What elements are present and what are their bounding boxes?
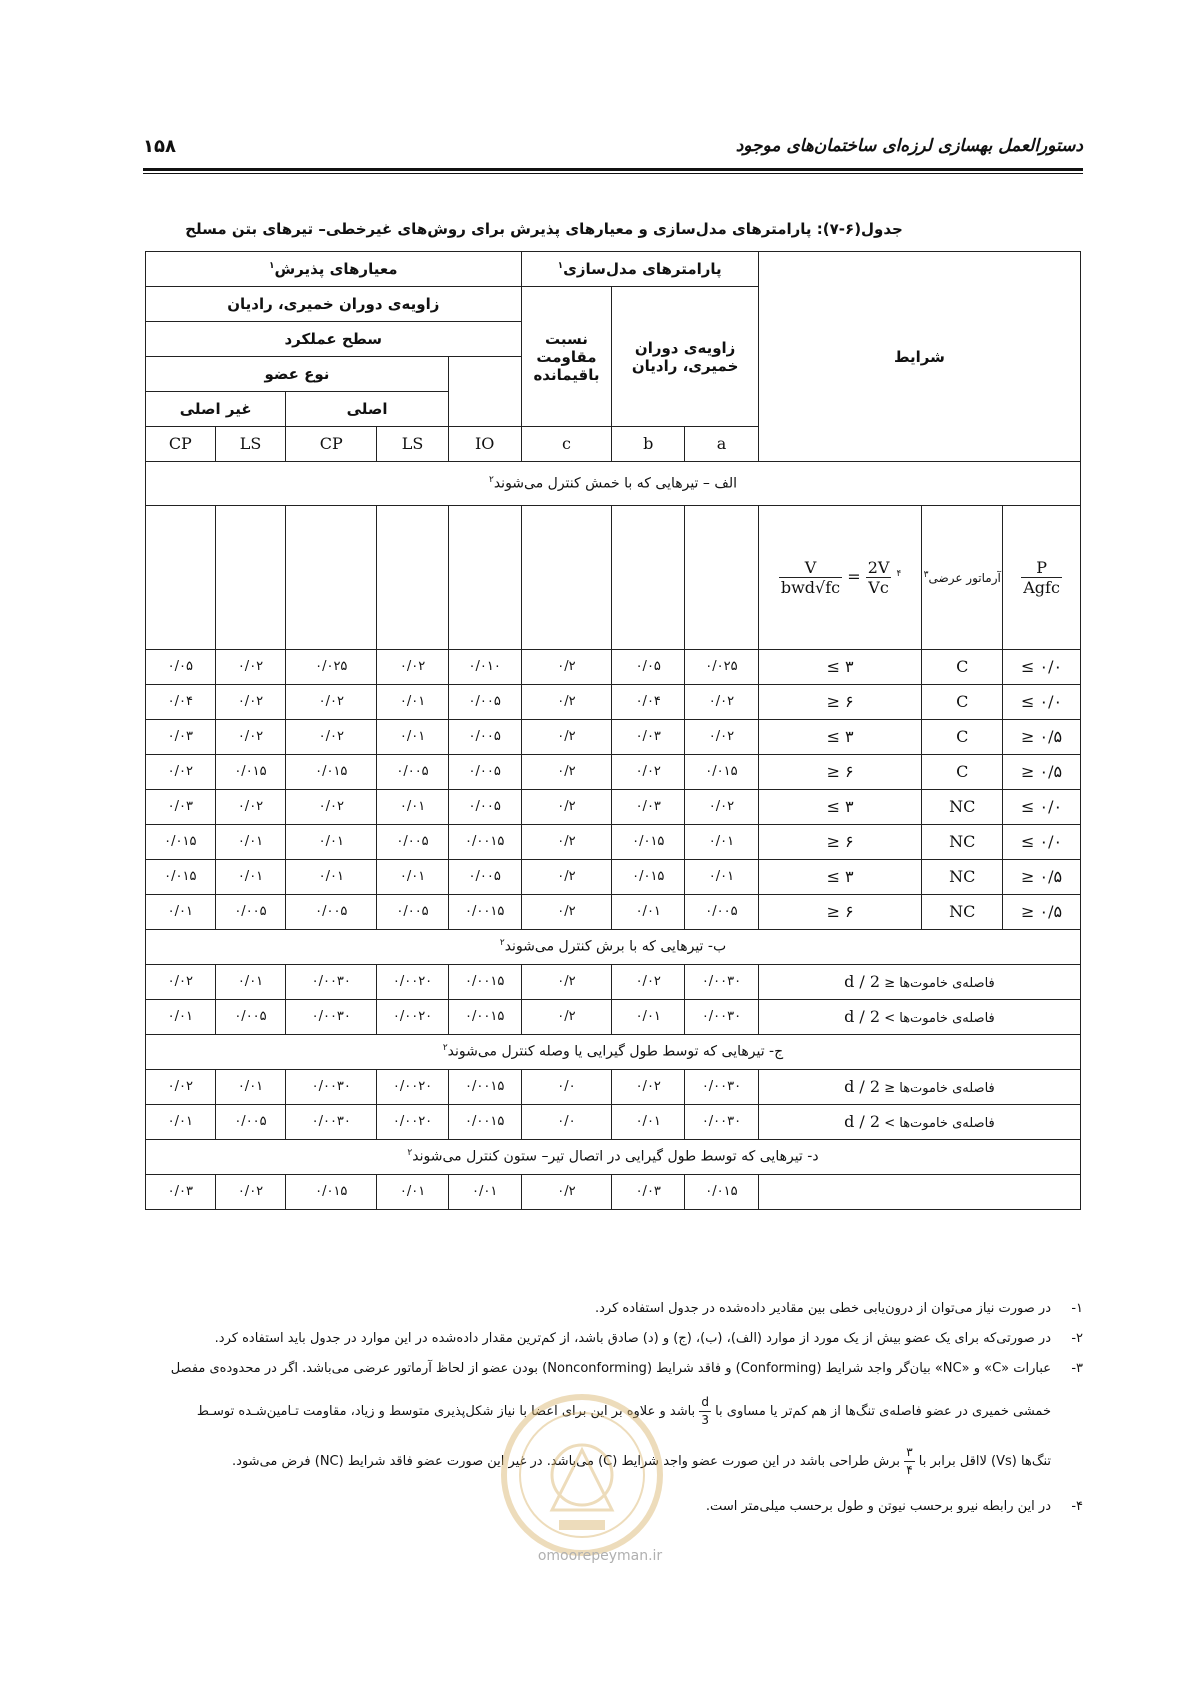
value-cell: ۰/۰۰۳۰ xyxy=(286,1070,377,1105)
value-cell: ۰/۰۱۵ xyxy=(685,755,759,790)
value-cell: ۰/۰ xyxy=(521,1105,612,1140)
modeling-parameters-label: پارامترهای مدل‌سازی xyxy=(563,260,722,278)
acceptance-criteria-header xyxy=(146,252,522,287)
axial-ratio-den: Agfc xyxy=(1023,578,1060,597)
value-cell: ۰/۰۰۳۰ xyxy=(685,1000,759,1035)
blank-cell xyxy=(612,506,685,650)
table-row xyxy=(146,720,1081,755)
note-fraction-num: d xyxy=(699,1394,711,1412)
value-cell: ۰/۰۱ xyxy=(377,790,449,825)
table-row xyxy=(146,1070,1081,1105)
value-cell: ۰/۰۲ xyxy=(215,685,286,720)
value-cell: ۰/۰۰۳۰ xyxy=(685,965,759,1000)
value-cell: ۰/۰۳ xyxy=(146,720,216,755)
value-cell: ۰/۰۲ xyxy=(286,720,377,755)
blank-cell xyxy=(286,506,377,650)
blank-cell xyxy=(685,506,759,650)
value-cell: ۰/۰۰۵ xyxy=(215,1000,286,1035)
value-cell: ۰/۰۲ xyxy=(146,755,216,790)
value-cell: ۰/۰۱ xyxy=(146,1000,216,1035)
column-letter: a xyxy=(685,427,759,462)
value-cell: ۰/۲ xyxy=(521,1000,612,1035)
value-cell: ۰/۰۴ xyxy=(146,685,216,720)
beam-parameters-table xyxy=(145,251,1081,1210)
table-row xyxy=(146,825,1081,860)
note-number: ۲- xyxy=(1071,1331,1083,1346)
table-row xyxy=(146,650,1081,685)
value-cell: ۰/۰۲ xyxy=(612,755,685,790)
value-cell: ۰/۰۰۳۰ xyxy=(685,1070,759,1105)
value-cell: ۰/۰۲ xyxy=(685,790,759,825)
value-cell: ۰/۰۱۵ xyxy=(286,1175,377,1210)
value-cell: ۰/۰۱ xyxy=(377,860,449,895)
table-row xyxy=(146,965,1081,1000)
section-title-row xyxy=(146,930,1081,965)
table-row xyxy=(146,860,1081,895)
section-title xyxy=(146,1035,1081,1070)
page-number: ۱۵۸ xyxy=(143,136,176,157)
modeling-sup: ۱ xyxy=(557,261,564,271)
shear-ratio-sup: ۴ xyxy=(896,568,902,579)
value-cell: ۰/۰۲ xyxy=(146,965,216,1000)
section-title-row xyxy=(146,1035,1081,1070)
value-cell: ۰/۰۳ xyxy=(146,1175,216,1210)
transverse-reinf-value: C xyxy=(922,755,1003,790)
value-cell: ۰/۰۰۱۵ xyxy=(448,825,521,860)
value-cell: ۰/۰۰۵ xyxy=(286,895,377,930)
column-letter: c xyxy=(521,427,612,462)
note-text xyxy=(143,1330,1051,1348)
section-title-sup: ۲ xyxy=(442,1043,448,1054)
value-cell: ۰/۰۱ xyxy=(215,1070,286,1105)
transverse-reinf-value: C xyxy=(922,685,1003,720)
table-row xyxy=(146,1175,1081,1210)
axial-ratio-value: ≤ ۰/۰ xyxy=(1003,650,1081,685)
value-cell: ۰/۰۲ xyxy=(612,965,685,1000)
value-cell: ۰/۰۱ xyxy=(286,860,377,895)
note-fraction-den: ۴ xyxy=(906,1462,913,1477)
shear-rhs-den: Vc xyxy=(868,578,889,597)
value-cell: ۰/۰۰۵ xyxy=(448,860,521,895)
shear-ratio-value: ≥ ۶ xyxy=(758,755,922,790)
transverse-sup: ۳ xyxy=(923,569,929,580)
section-title-sup: ۲ xyxy=(499,938,505,949)
condition-operator: ≤ xyxy=(884,1081,896,1097)
table-row xyxy=(146,1105,1081,1140)
shear-ratio-value: ≤ ۳ xyxy=(758,860,922,895)
value-cell: ۰/۲ xyxy=(521,895,612,930)
value-cell: ۰/۰۰۵ xyxy=(377,755,449,790)
section-title-sup: ۲ xyxy=(407,1148,413,1159)
column-letter: CP xyxy=(146,427,216,462)
value-cell: ۰/۰۲ xyxy=(377,650,449,685)
value-cell: ۰/۰۲ xyxy=(685,685,759,720)
note-item xyxy=(143,1300,1083,1318)
note-text-part: برش طراحی باشد در این صورت عضو واجد شرایط (C) می‌باشد. در غیر این صورت عضو فاقد شرایط (NC) فرض می‌شود. xyxy=(232,1453,901,1469)
secondary-header: غیر اصلی xyxy=(146,392,286,427)
value-cell: ۰/۰۲ xyxy=(215,790,286,825)
value-cell: ۰/۰۱ xyxy=(146,1105,216,1140)
value-cell: ۰/۰۱ xyxy=(215,825,286,860)
condition-text: فاصله‌ی خاموت‌ها xyxy=(899,1116,995,1132)
value-cell: ۰/۰۳ xyxy=(146,790,216,825)
value-cell: ۰/۰۱ xyxy=(685,860,759,895)
note-text-content: در صورتی‌که برای یک عضو بیش از یک مورد از موارد (الف)، (ب)، (ج) و (د) صادق باشد، از کم‌ترین مقدار داده‌شده در این موارد در جدول باید استفاده کرد. xyxy=(214,1331,1051,1346)
header-rule-thick xyxy=(143,168,1083,171)
value-cell: ۰/۲ xyxy=(521,755,612,790)
value-cell: ۰/۰۲۵ xyxy=(685,650,759,685)
value-cell: ۰/۰۲ xyxy=(286,790,377,825)
residual-strength-header: نسبت مقاومت باقیمانده xyxy=(521,287,612,427)
value-cell: ۰/۰۳ xyxy=(612,1175,685,1210)
shear-ratio-value: ≥ ۶ xyxy=(758,825,922,860)
table-row xyxy=(146,895,1081,930)
section-title xyxy=(146,930,1081,965)
value-cell: ۰/۰۲ xyxy=(215,650,286,685)
value-cell: ۰/۰ xyxy=(521,1070,612,1105)
column-letter: CP xyxy=(286,427,377,462)
value-cell: ۰/۰۱ xyxy=(377,685,449,720)
value-cell: ۰/۰۰۳۰ xyxy=(286,1105,377,1140)
value-cell: ۰/۰۱ xyxy=(377,1175,449,1210)
value-cell: ۰/۰۱۵ xyxy=(146,825,216,860)
stirrup-spacing-condition xyxy=(758,965,1080,1000)
transverse-reinf-value: C xyxy=(922,720,1003,755)
table-caption: جدول(۶-۷): پارامترهای مدل‌سازی و معیارهای پذیرش برای روش‌های غیرخطی– تیرهای بتن مسلح xyxy=(185,220,903,238)
note-fraction-den: 3 xyxy=(701,1412,709,1427)
section-a-sup: ۲ xyxy=(488,474,494,485)
primary-header: اصلی xyxy=(286,392,449,427)
transverse-reinf-value: NC xyxy=(922,860,1003,895)
section-title-label: ب- تیرهایی که با برش کنترل می‌شوند xyxy=(504,938,727,955)
section-a-label: الف – تیرهایی که با خمش کنترل می‌شوند xyxy=(493,475,738,492)
value-cell: ۰/۰۰۵ xyxy=(448,720,521,755)
value-cell: ۰/۰۳ xyxy=(612,720,685,755)
condition-text: فاصله‌ی خاموت‌ها xyxy=(899,976,995,992)
shear-ratio-lhs xyxy=(779,558,842,597)
transverse-reinf-value: NC xyxy=(922,790,1003,825)
value-cell: ۰/۰۱ xyxy=(377,720,449,755)
axial-ratio-value: ≤ ۰/۰ xyxy=(1003,685,1081,720)
blank-cell xyxy=(146,506,216,650)
note-text-part: باشد و علاوه بر این برای اعضا با نیاز شکل‌پذیری متوسط و زیاد، مقاومت تـامین‌شـده توسـط xyxy=(196,1403,696,1419)
value-cell: ۰/۰۰۵ xyxy=(215,1105,286,1140)
blank-cell xyxy=(215,506,286,650)
acceptance-criteria-label: معیارهای پذیرش xyxy=(274,260,398,278)
performance-level-header: سطح عملکرد xyxy=(146,322,522,357)
value-cell: ۰/۰۳ xyxy=(612,790,685,825)
value-cell: ۰/۰۰۲۰ xyxy=(377,1105,449,1140)
shear-ratio-value: ≤ ۳ xyxy=(758,650,922,685)
shear-lhs-den: bwd√fc xyxy=(780,578,841,597)
section-title-label: ج- تیرهایی که توسط طول گیرایی یا وصله کنترل می‌شوند xyxy=(447,1043,784,1060)
section-title xyxy=(146,1140,1081,1175)
running-header xyxy=(143,136,1083,166)
condition-symbol: d / 2 xyxy=(844,972,881,992)
value-cell: ۰/۲ xyxy=(521,965,612,1000)
value-cell: ۰/۰۴ xyxy=(612,685,685,720)
value-cell: ۰/۰۰۵ xyxy=(448,790,521,825)
axial-ratio-value: ≥ ۰/۵ xyxy=(1003,895,1081,930)
note-number: ۳- xyxy=(1071,1361,1083,1376)
value-cell: ۰/۲ xyxy=(521,685,612,720)
header-rule-thin xyxy=(143,173,1083,174)
value-cell: ۰/۰۲۵ xyxy=(286,650,377,685)
condition-operator: ≤ xyxy=(884,976,896,992)
value-cell: ۰/۰۱۵ xyxy=(612,825,685,860)
value-cell: ۰/۰۱ xyxy=(146,895,216,930)
condition-symbol: d / 2 xyxy=(844,1077,881,1097)
value-cell: ۰/۰۵ xyxy=(146,650,216,685)
shear-ratio-value: ≥ ۶ xyxy=(758,685,922,720)
watermark-site: omoorepeyman.ir xyxy=(537,1548,663,1564)
table-row xyxy=(146,685,1081,720)
axial-ratio-value: ≥ ۰/۵ xyxy=(1003,860,1081,895)
value-cell: ۰/۰۲ xyxy=(215,720,286,755)
stirrup-spacing-condition xyxy=(758,1175,1080,1210)
note-text xyxy=(143,1300,1051,1318)
transverse-reinf-value: C xyxy=(922,650,1003,685)
note-number: ۱- xyxy=(1071,1301,1083,1316)
axial-ratio-num: P xyxy=(1021,558,1062,578)
value-cell: ۰/۰۰۲۰ xyxy=(377,965,449,1000)
axial-ratio-cell xyxy=(1003,506,1081,650)
value-cell: ۰/۰۰۳۰ xyxy=(685,1105,759,1140)
value-cell: ۰/۰۰۵ xyxy=(377,825,449,860)
value-cell: ۰/۰۰۱۵ xyxy=(448,1070,521,1105)
conditions-header: شرایط xyxy=(758,252,1080,462)
value-cell: ۰/۲ xyxy=(521,860,612,895)
transverse-reinf-label: آرماتور عرضی xyxy=(928,570,1001,585)
axial-ratio-value: ≤ ۰/۰ xyxy=(1003,825,1081,860)
value-cell: ۰/۰۰۵ xyxy=(448,755,521,790)
blank-cell xyxy=(521,506,612,650)
note-number: ۴- xyxy=(1071,1499,1083,1514)
condition-symbol: d / 2 xyxy=(844,1112,881,1132)
table-row xyxy=(146,755,1081,790)
value-cell: ۰/۰۲ xyxy=(612,1070,685,1105)
condition-symbol: d / 2 xyxy=(844,1007,881,1027)
value-cell: ۰/۰۰۱۵ xyxy=(448,965,521,1000)
value-cell: ۰/۰۰۵ xyxy=(377,895,449,930)
acceptance-sup: ۱ xyxy=(268,261,275,271)
table-row xyxy=(146,790,1081,825)
column-letter: LS xyxy=(215,427,286,462)
note-fraction xyxy=(904,1444,914,1479)
value-cell: ۰/۲ xyxy=(521,825,612,860)
shear-ratio-cell: V bwd√fc = $\frac{2V}{Vc}$ $^۴$ xyxy=(758,506,922,650)
section-a-subheader-row xyxy=(146,506,1081,650)
value-cell: ۰/۰۱ xyxy=(448,1175,521,1210)
value-cell: ۰/۰۰۵ xyxy=(215,895,286,930)
column-letter: LS xyxy=(377,427,449,462)
plastic-rotation-ab-header: زاویه‌ی دوران خمیری، رادیان xyxy=(612,287,758,427)
value-cell: ۰/۰۱۵ xyxy=(612,860,685,895)
value-cell: ۰/۰۰۱۵ xyxy=(448,1000,521,1035)
blank-cell xyxy=(448,506,521,650)
plastic-rotation-header: زاویه‌ی دوران خمیری، رادیان xyxy=(146,287,522,322)
condition-operator: > xyxy=(884,1011,896,1027)
value-cell: ۰/۰۰۲۰ xyxy=(377,1070,449,1105)
value-cell: ۰/۰۰۳۰ xyxy=(286,965,377,1000)
value-cell: ۰/۰۱۵ xyxy=(215,755,286,790)
condition-text: فاصله‌ی خاموت‌ها xyxy=(899,1011,995,1027)
value-cell: ۰/۰۱ xyxy=(612,895,685,930)
shear-ratio-value: ≥ ۶ xyxy=(758,895,922,930)
note-text-part: خمشی خمیری در عضو فاصله‌ی تنگ‌ها از هم کم‌تر یا مساوی با xyxy=(715,1403,1051,1419)
transverse-reinf-cell xyxy=(922,506,1003,650)
column-letter: IO xyxy=(448,427,521,462)
value-cell: ۰/۰۰۵ xyxy=(448,685,521,720)
transverse-reinf-value: NC xyxy=(922,895,1003,930)
value-cell: ۰/۰۲ xyxy=(685,720,759,755)
section-title-row xyxy=(146,1140,1081,1175)
axial-ratio xyxy=(1021,558,1062,597)
section-a-title xyxy=(146,462,1081,506)
value-cell: ۰/۲ xyxy=(521,790,612,825)
io-spacer-cell xyxy=(448,357,521,427)
value-cell: ۰/۰۲ xyxy=(286,685,377,720)
value-cell: ۰/۰۰۱۵ xyxy=(448,1105,521,1140)
value-cell: ۰/۰۱۵ xyxy=(286,755,377,790)
value-cell: ۰/۰۱ xyxy=(685,825,759,860)
stirrup-spacing-condition xyxy=(758,1000,1080,1035)
value-cell: ۰/۰۰۲۰ xyxy=(377,1000,449,1035)
value-cell: ۰/۰۵ xyxy=(612,650,685,685)
note-fraction xyxy=(699,1394,711,1429)
shear-ratio-value: ≤ ۳ xyxy=(758,790,922,825)
column-letter: b xyxy=(612,427,685,462)
condition-text: فاصله‌ی خاموت‌ها xyxy=(899,1081,995,1097)
value-cell: ۰/۰۱ xyxy=(612,1000,685,1035)
section-title-label: د- تیرهایی که توسط طول گیرایی در اتصال تیر– ستون کنترل می‌شوند xyxy=(412,1148,819,1165)
axial-ratio-value: ≤ ۰/۰ xyxy=(1003,790,1081,825)
value-cell: ۰/۰۱ xyxy=(286,825,377,860)
value-cell: ۰/۲ xyxy=(521,720,612,755)
axial-ratio-value: ≥ ۰/۵ xyxy=(1003,720,1081,755)
value-cell: ۰/۰۲ xyxy=(215,1175,286,1210)
axial-ratio-value: ≥ ۰/۵ xyxy=(1003,755,1081,790)
value-cell: ۰/۰۱ xyxy=(215,860,286,895)
shear-ratio-rhs xyxy=(866,558,892,597)
value-cell: ۰/۰۰۵ xyxy=(685,895,759,930)
value-cell: ۰/۰۱۵ xyxy=(146,860,216,895)
shear-rhs-num: 2V xyxy=(867,557,890,577)
shear-lhs-num: V xyxy=(779,558,842,578)
value-cell: ۰/۰۱ xyxy=(215,965,286,1000)
modeling-parameters-header xyxy=(521,252,758,287)
table-row xyxy=(146,1000,1081,1035)
member-type-header: نوع عضو xyxy=(146,357,449,392)
note-item xyxy=(143,1360,1083,1378)
value-cell: ۰/۰۱ xyxy=(612,1105,685,1140)
note-text-content: در صورت نیاز می‌توان از درون‌یابی خطی بین مقادیر داده‌شده در جدول استفاده کرد. xyxy=(594,1301,1051,1316)
condition-operator: > xyxy=(884,1116,896,1132)
stirrup-spacing-condition xyxy=(758,1070,1080,1105)
shear-ratio-value: ≤ ۳ xyxy=(758,720,922,755)
note-text xyxy=(143,1360,1051,1378)
note-text-part: تنگ‌ها (Vs) لااقل برابر با xyxy=(918,1453,1051,1469)
value-cell: ۰/۰۱۵ xyxy=(685,1175,759,1210)
running-header-title: دستورالعمل بهسازی لرزه‌ای ساختمان‌های موجود xyxy=(735,136,1083,156)
note-fraction-num: ۳ xyxy=(904,1444,914,1462)
value-cell: ۰/۰۰۳۰ xyxy=(286,1000,377,1035)
value-cell: ۰/۰۱۰ xyxy=(448,650,521,685)
note-text-content: در این رابطه نیرو برحسب نیوتن و طول برحسب میلی‌متر است. xyxy=(705,1499,1051,1514)
note-item xyxy=(143,1330,1083,1348)
blank-cell xyxy=(377,506,449,650)
value-cell: ۰/۰۲ xyxy=(146,1070,216,1105)
value-cell: ۰/۰۰۱۵ xyxy=(448,895,521,930)
stirrup-spacing-condition xyxy=(758,1105,1080,1140)
value-cell: ۰/۲ xyxy=(521,650,612,685)
value-cell: ۰/۲ xyxy=(521,1175,612,1210)
transverse-reinf-value: NC xyxy=(922,825,1003,860)
note-text-content: عبارات «C» و «NC» بیان‌گر واجد شرایط (Conforming) و فاقد شرایط (Nonconforming) بودن عضو از لحاظ آرماتور عرضی می‌باشد. اگر در محدوده‌ی مفصل xyxy=(170,1361,1051,1376)
